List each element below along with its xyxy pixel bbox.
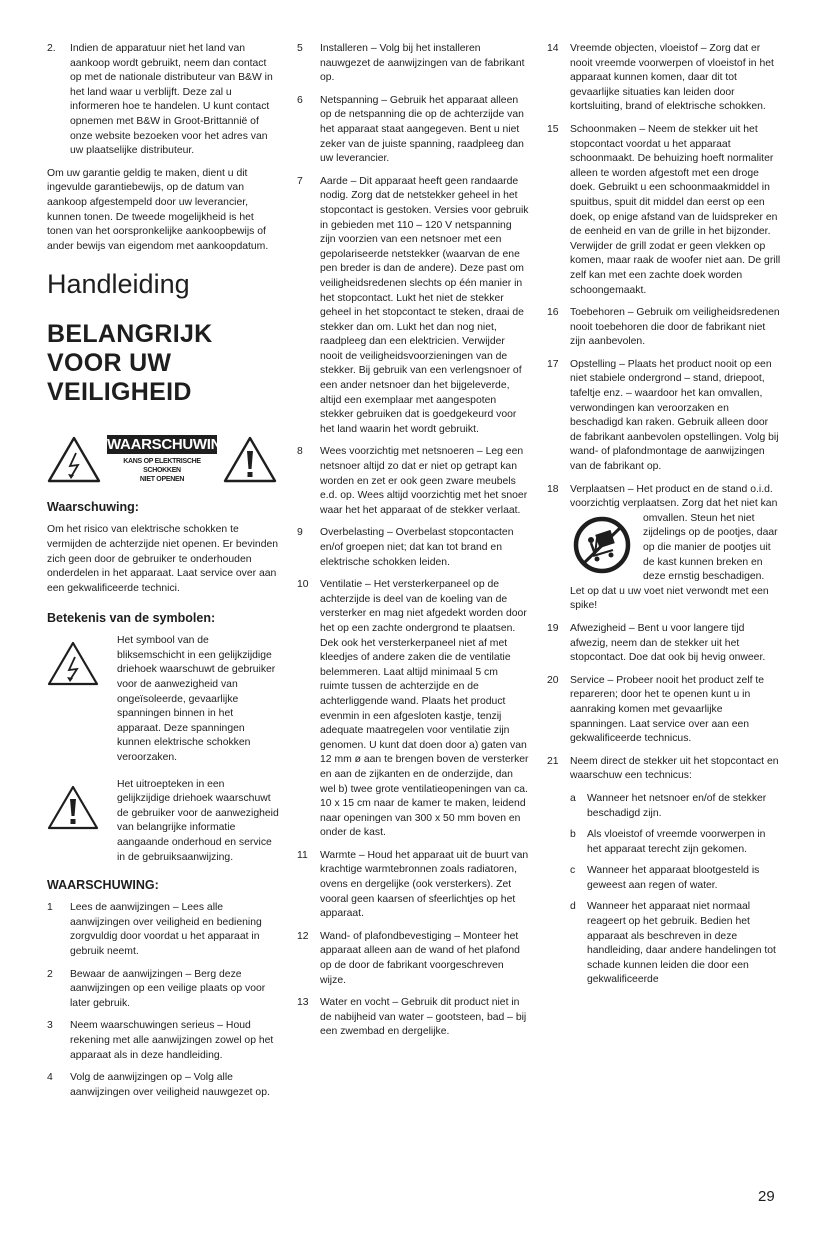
list-item <box>297 930 529 988</box>
item-number: 8 <box>297 446 303 458</box>
list-item <box>297 526 529 570</box>
lightning-triangle-icon <box>47 640 99 686</box>
warning-label-group <box>47 433 279 485</box>
item-number: 11 <box>297 849 308 861</box>
warning-label-line2: NIET OPENEN <box>139 475 185 483</box>
no-tipping-cart-icon <box>573 516 635 574</box>
item-text: Warmte – Houd het apparaat uit de buurt van krachtige warmtebronnen zoals radiatoren, ovens en dergelijke (ook versterkers). Zet vooral geen kaarsen of sfeerlichtjes op het apparaat. <box>320 849 529 920</box>
item-number: 7 <box>297 175 303 187</box>
list-heading: WAARSCHUWING: <box>47 878 159 893</box>
item-number: 10 <box>297 579 309 591</box>
item-number: 15 <box>547 123 559 135</box>
list-item <box>547 42 781 115</box>
item-text: Indien de apparatuur niet het land van aankoop wordt gebruikt, neem dan contact op met de nationale distributeur van B&W in het land waar u verblijft. Deze zal u informeren hoe te handelen. U kunt contact opnemen met B&W in Groot-Brittannië of onze website bezoeken voor het adres van uw plaatselijke distributeur. <box>70 43 273 157</box>
item-number: 12 <box>297 930 309 942</box>
list-item <box>547 674 781 747</box>
warning-heading: Waarschuwing: <box>47 500 139 515</box>
item-number: 3 <box>47 1020 53 1032</box>
item-number: 4 <box>47 1072 53 1084</box>
item-text: Overbelasting – Overbelast stopcontacten en/of groepen niet; dat kan tot brand en elektrische schokken leiden. <box>320 527 514 568</box>
item-text: Afwezigheid – Bent u voor langere tijd afwezig, neem dan de stekker uit het stopcontact. Doe dat ook bij hevig onweer. <box>570 622 766 664</box>
item-number: 19 <box>547 622 559 634</box>
item-text: Vreemde objecten, vloeistof – Zorg dat er nooit vreemde voorwerpen of vloeistof in het apparaat kunnen komen, daar dit tot gevaarlijke situaties kan leiden door kortsluiting, brand of elektrische schokken. <box>570 43 774 113</box>
item-text: Verplaatsen – Het product en de stand o.i.d. voorzichtig verplaatsen. Zorg dat <box>570 483 773 510</box>
sub-item-text: Wanneer het apparaat niet normaal reageert op het gebruik. Bedien het apparaat als beschreven in deze handleiding, daar andere handelingen tot schade kunnen leiden die door een gekwalificeerde <box>587 901 776 986</box>
item-text: Wees voorzichtig met netsnoeren – Leg een netsnoer altijd zo dat er niet op getrapt kan worden en zet er ook geen zware meubels e.d. op. Wees altijd voorzichtig met het snoer waar het het apparaat of de stekker verlaat. <box>320 446 528 516</box>
item-text: Lees de aanwijzingen – Lees alle aanwijzingen over veiligheid en bediening zorgvuldig door voordat u het apparaat in gebruik neemt. <box>70 902 262 957</box>
column-2 <box>297 42 529 1048</box>
item-number: 18 <box>547 483 559 495</box>
item-text: Netspanning – Gebruik het apparaat alleen op de netspanning die op de achterzijde van het apparaat staat aangegeven. Bent u niet zeker van de juiste spanning, raadpleeg dan uw leverancier. <box>320 94 524 165</box>
symbol-lightning <box>47 634 279 765</box>
list-item <box>547 358 781 475</box>
sub-item-letter: c <box>570 865 576 877</box>
symbol-exclamation <box>47 778 279 866</box>
list-item <box>297 996 529 1040</box>
sub-item-text: Wanneer het netsnoer en/of de stekker beschadigd zijn. <box>587 792 767 819</box>
list-item <box>297 445 529 518</box>
safety-title: BELANGRIJK VOOR UW VEILIGHEID <box>47 320 213 407</box>
column-1 <box>47 42 279 1108</box>
sub-item <box>570 828 781 857</box>
column-3 <box>547 42 781 1003</box>
manual-title: Handleiding <box>47 269 190 300</box>
list-item <box>297 849 529 922</box>
sub-item-letter: d <box>570 901 576 913</box>
list-item <box>47 1019 279 1063</box>
list-item <box>47 901 279 959</box>
item-text: Schoonmaken – Neem de stekker uit het stopcontact voordat u het apparaat schoonmaakt. De behuizing hoeft normaliter alleen te worden afgestoft met een droge doek. Gebruikt u een schoonmaakmiddel in spuitbus, spuit dit middel dan eerst op een doek, op enige afstand van de luidspreker en de eenheid en van de grille in het bijzonder. Verwijder de grill zodat er geen vlekken op komen, maar raak de woofer niet aan. De grill zelf kan met een zachte doek worden schoongemaakt. <box>570 123 781 296</box>
item-number: 13 <box>297 997 309 1009</box>
sub-item-letter: a <box>570 792 576 804</box>
list-item <box>297 42 529 86</box>
item-number: 20 <box>547 674 559 686</box>
item-text: Bewaar de aanwijzingen – Berg deze aanwijzingen op een veilige plaats op voor later gebruik. <box>70 968 266 1009</box>
item-number: 14 <box>547 43 559 54</box>
page-number: 29 <box>758 1188 775 1205</box>
item-text: Opstelling – Plaats het product nooit op een niet stabiele ondergrond – stand, driepoot, tafeltje enz. – waardoor het kan omvallen, verwondingen kan veroorzaken en beschadigd kan raken. Gebruik alleen door de fabrikant aanbevolen opstellingen. Volg bij wand- of plafondmontage de aanwijzingen van de fabrikant op. <box>570 358 779 473</box>
warning-label <box>107 435 233 484</box>
warranty-paragraph: Om uw garantie geldig te maken, dient u dit ingevulde garantiebewijs, op de datum van aankoop afgestempeld door uw leverancier, kunnen tonen. De tweede mogelijkheid is het tonen van het oorspronkelijke aankoopbewijs of ander bewijs van eigendom met aankoopdatum. <box>47 167 269 252</box>
warning-text: Om het risico van elektrische schokken te vermijden de achterzijde niet openen. Er bevinden zich geen door de gebruiker te onderhouden onderdelen in het apparaat. Laat service over aan een gekwalificeerde technici. <box>47 524 279 594</box>
exclamation-triangle-icon <box>47 784 99 830</box>
item-text: Toebehoren – Gebruik om veiligheidsredenen nooit toebehoren die door de fabrikant niet zijn aanbevolen. <box>570 307 780 348</box>
symbols-heading: Betekenis van de symbolen: <box>47 611 216 626</box>
item-text: Volg de aanwijzingen op – Volg alle aanwijzingen over veiligheid nauwgezet op. <box>70 1072 270 1098</box>
sub-item-text: Wanneer het apparaat blootgesteld is geweest aan regen of water. <box>587 865 760 891</box>
sub-item-text: Als vloeistof of vreemde voorwerpen in het apparaat terecht zijn gekomen. <box>587 829 766 855</box>
sub-item <box>570 792 781 821</box>
warning-label-line1: KANS OP ELEKTRISCHE SCHOKKEN <box>123 457 201 474</box>
list-item <box>547 483 781 614</box>
warning-label-main: WAARSCHUWING <box>107 435 233 453</box>
list-item <box>547 755 781 995</box>
item-number: 16 <box>547 307 559 319</box>
item-text: Wand- of plafondbevestiging – Monteer het apparaat alleen aan de wand of het plafond op de door de fabrikant voorgeschreven wijze. <box>320 930 520 986</box>
item-number: 5 <box>297 43 303 54</box>
item-text: Neem waarschuwingen serieus – Houd rekening met alle aanwijzingen zowel op het apparaat als in deze handleiding. <box>70 1020 274 1061</box>
list-item <box>297 578 529 841</box>
list-item <box>547 123 781 298</box>
item-text: Water en vocht – Gebruik dit product niet in de nabijheid van water – gootsteen, bad – bij een zwembad en dergelijke. <box>320 997 527 1038</box>
symbol-lightning-text: Het symbool van de bliksemschicht in een gelijkzijdige driehoek waarschuwt de gebruiker voor de aanwezigheid van ongeïsoleerde, gevaarlijke spanningen binnen in het apparaat. Deze spanningen kunnen elektrische schokken veroorzaken. <box>117 635 276 764</box>
item-number: 1 <box>47 902 53 914</box>
sub-item-letter: b <box>570 829 576 841</box>
list-item <box>547 622 781 666</box>
item-text: Installeren – Volg bij het installeren nauwgezet de aanwijzingen van de fabrikant op. <box>320 43 525 84</box>
item-text: Neem direct de stekker uit het stopcontact en waarschuw een technicus: <box>570 755 779 782</box>
item-number: 21 <box>547 755 559 767</box>
item-text: Aarde – Dit apparaat heeft geen randaarde nodig. Zorg dat de netstekker geheel in het stopcontact is gestoken. Versies voor gebruik in gebieden met 110 – 120 V netspanning zijn voorzien van een netsnoer met een gepolariseerde netstekker (waarvan de ene pen breder is dan de andere). Deze past om veiligheidsredenen slechts op één manier in het stopcontact. Lukt het niet de stekker geheel in het stopcontact te steken, draai de stekker dan om. Lukt het dan nog niet, raadpleeg dan een elektricien. Verwijder nooit de veiligheidsvoorzieningen van de stekker. Bij gebruik van een verlengsnoer of een ander netsnoer dan het bijgeleverde, altijd een exemplaar met aangespoten stekker gebruiken dat is goedgekeurd voor het land waarin het wordt gebruikt. <box>320 175 529 435</box>
item-number: 17 <box>547 358 559 370</box>
sub-item <box>570 900 781 988</box>
item-number: 2 <box>47 968 53 980</box>
symbol-exclamation-text: Het uitroepteken in een gelijkzijdige driehoek waarschuwt de gebruiker voor de aanwezigheid van belangrijke informatie aangaande onderhoud en service in de gebruiksaanwijzing. <box>117 778 279 863</box>
list-item <box>47 968 279 1012</box>
list-item <box>547 306 781 350</box>
item-text: Ventilatie – Het versterkerpaneel op de achterzijde is deel van de koeling van de versterker en mag niet afgedekt worden door het op een zachte ondergrond te plaatsen. Dek ook het versterkerpaneel niet af met kleedjes of andere zaken die de ventilatie belemmeren. Laat altijd minimaal 5 cm ruimte tussen de achterzijde en de achterliggende wand. Plaats het product evenmin in een afgesloten kastje, tenzij adequate maatregelen voor ventilatie zijn genomen. U kunt dat doen door a) gaten van 12 mm ø aan te brengen boven de versterker en aan de zijkanten en de onderzijde, dan wel b) twee grote ventilatieopeningen van ca. 10 x 15 cm naar de kamer te maken, leidend naar openingen van 300 x 50 mm boven en onder de kast. <box>320 579 529 839</box>
item-number: 2. <box>47 43 56 54</box>
item-number: 9 <box>297 527 303 539</box>
list-item <box>297 175 529 438</box>
list-item <box>47 1071 279 1100</box>
list-item <box>47 42 279 159</box>
item-text: Service – Probeer nooit het product zelf te repareren; door het te openen kunt u in aanraking komen met gevaarlijke spanningen. Laat service over aan een gekwalificeerde technicus. <box>570 674 765 745</box>
lightning-triangle-icon <box>47 435 101 483</box>
list-item <box>297 94 529 167</box>
item-text: het niet kan omvallen. Steun het niet zijdelings op de pootjes, daar op die manier de pootjes uit de kast kunnen breken en deze ernstig beschadigen. Let op dat u uw voet niet verwondt met een spike! <box>570 498 778 612</box>
exclamation-triangle-icon <box>223 435 277 483</box>
sub-item <box>570 864 781 893</box>
item-number: 6 <box>297 94 303 106</box>
